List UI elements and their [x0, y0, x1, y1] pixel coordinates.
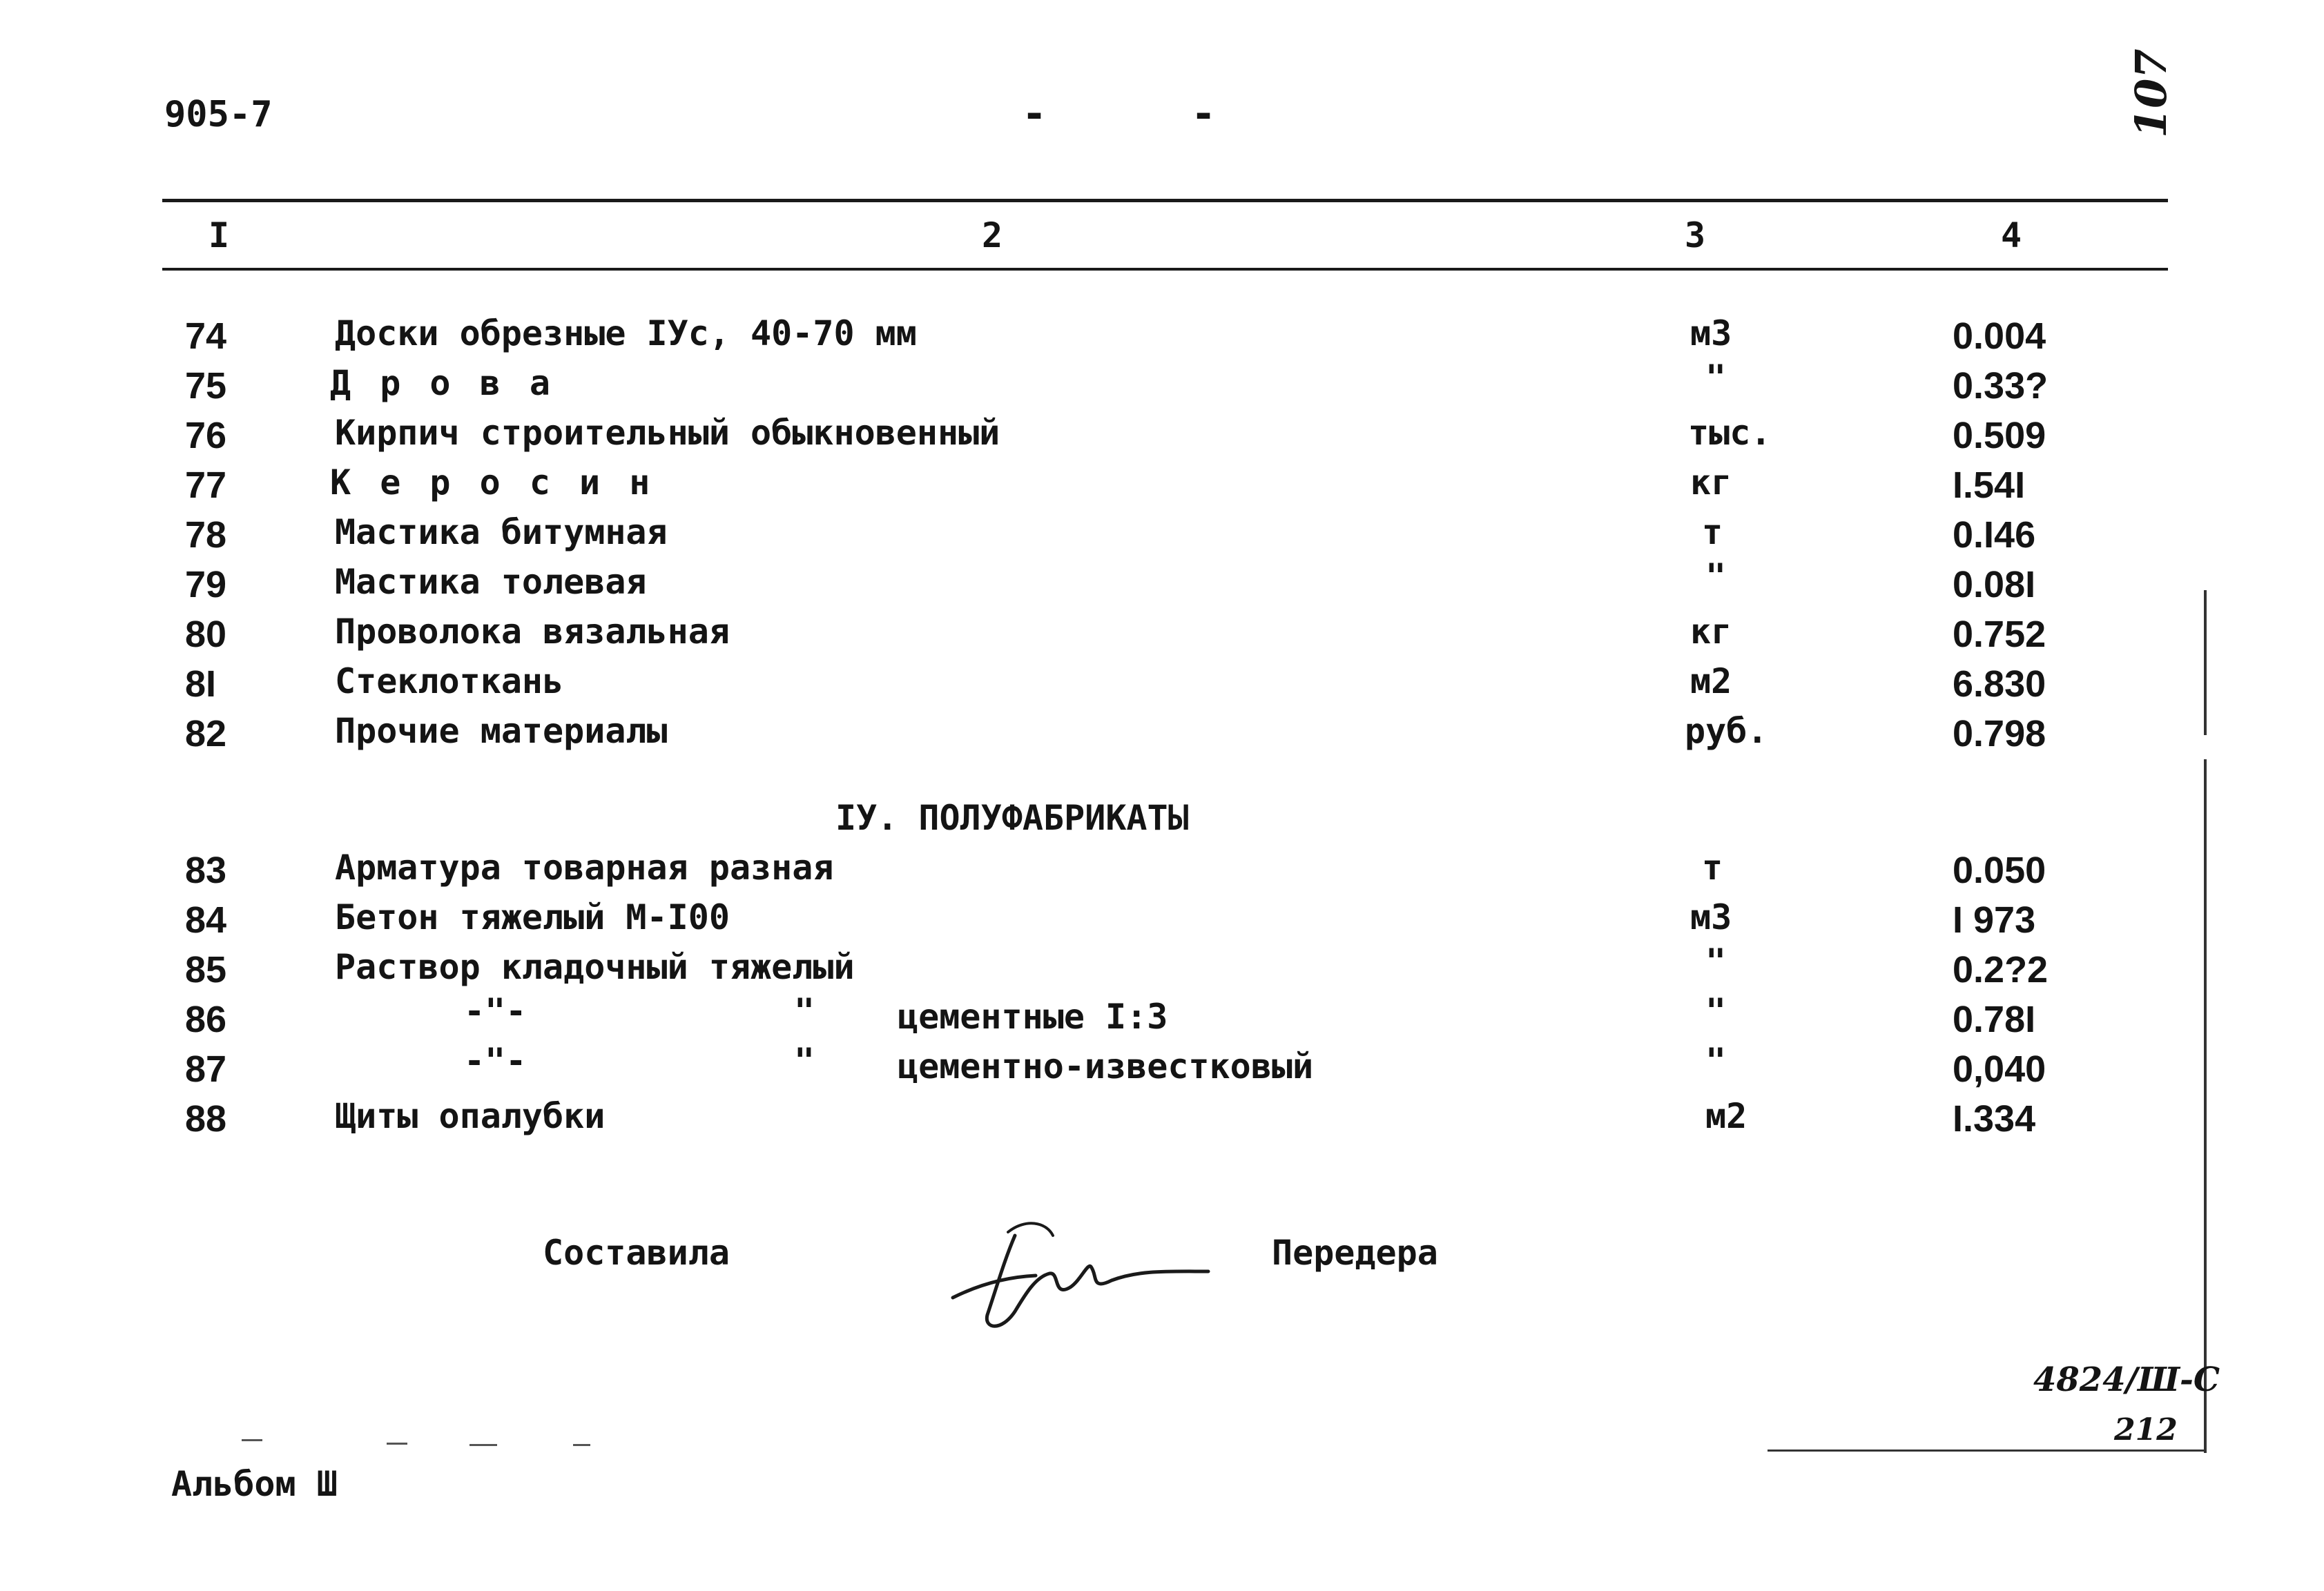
item-unit: " — [1705, 991, 1727, 1031]
item-name: К е р о с и н — [330, 462, 655, 502]
row-number: 86 — [185, 999, 227, 1040]
item-quantity: 0.752 — [1953, 614, 2046, 655]
ditto-mark: -"- — [464, 1041, 527, 1081]
scan-mark — [387, 1443, 407, 1445]
item-quantity: 0.08I — [1953, 564, 2036, 605]
row-number: 8I — [185, 663, 217, 705]
item-unit: т — [1702, 512, 1723, 552]
column-header-4: 4 — [2001, 215, 2022, 255]
column-header-3: 3 — [1685, 215, 1706, 255]
item-name: Раствор кладочный тяжелый — [335, 947, 855, 987]
item-unit: м2 — [1705, 1096, 1747, 1136]
item-unit: т — [1702, 848, 1723, 888]
item-quantity: 0.004 — [1953, 315, 2046, 357]
compiled-by-label: Составила — [543, 1233, 730, 1273]
item-unit: " — [1705, 1041, 1727, 1081]
table-top-rule — [162, 199, 2168, 202]
item-name: Мастика толевая — [335, 562, 647, 602]
item-unit: м3 — [1690, 313, 1732, 353]
ditto-mark: " — [794, 991, 815, 1031]
header-dash-right: - — [1191, 90, 1217, 138]
item-unit: м2 — [1690, 661, 1732, 701]
item-quantity: 0.78I — [1953, 999, 2036, 1040]
item-name: Арматура товарная разная — [335, 848, 834, 888]
ditto-mark: " — [794, 1041, 815, 1081]
row-number: 88 — [185, 1098, 227, 1140]
item-unit: " — [1705, 358, 1727, 398]
row-number: 74 — [185, 315, 227, 357]
ditto-mark: -"- — [464, 991, 527, 1031]
compiler-name: Передера — [1272, 1233, 1438, 1273]
inventory-number: 4824/Ш-С — [2033, 1360, 2220, 1399]
header-dash-left: - — [1022, 90, 1047, 138]
stamp-rule — [1768, 1450, 2207, 1452]
column-header-1: I — [209, 215, 230, 255]
item-quantity: 0.I46 — [1953, 514, 2036, 556]
row-number: 87 — [185, 1048, 227, 1090]
row-number: 75 — [185, 365, 227, 407]
item-quantity: 0,040 — [1953, 1048, 2046, 1090]
item-unit: " — [1705, 556, 1727, 596]
item-name: Доски обрезные IУс, 40-70 мм — [335, 313, 917, 353]
column-header-2: 2 — [982, 215, 1003, 255]
item-subtype: цементно-известковый — [898, 1046, 1314, 1086]
row-number: 78 — [185, 514, 227, 556]
row-number: 83 — [185, 850, 227, 891]
scan-mark — [469, 1444, 497, 1446]
item-unit: кг — [1690, 612, 1732, 652]
item-name: Д р о в а — [330, 363, 554, 403]
item-quantity: 6.830 — [1953, 663, 2046, 705]
item-quantity: I.334 — [1953, 1098, 2036, 1140]
item-name: Бетон тяжелый М-I00 — [335, 897, 730, 937]
document-code: 905-7 — [164, 94, 273, 135]
margin-binding-line — [2204, 590, 2207, 735]
item-unit: руб. — [1685, 711, 1768, 751]
item-unit: м3 — [1690, 897, 1732, 937]
section-heading: IУ. ПОЛУФАБРИКАТЫ — [835, 798, 1189, 838]
item-quantity: 0.33? — [1953, 365, 2049, 407]
item-subtype: цементные I:3 — [898, 997, 1168, 1037]
row-number: 76 — [185, 415, 227, 456]
item-unit: " — [1705, 941, 1727, 982]
row-number: 85 — [185, 949, 227, 990]
row-number: 79 — [185, 564, 227, 605]
album-label: Альбом Ш — [171, 1464, 338, 1504]
item-name: Проволока вязальная — [335, 612, 730, 652]
margin-page-number: 107 — [2126, 48, 2176, 138]
item-name: Стеклоткань — [335, 661, 564, 701]
row-number: 77 — [185, 465, 227, 506]
item-name: Кирпич строительный обыкновенный — [335, 413, 1000, 453]
item-quantity: 0.509 — [1953, 415, 2046, 456]
table-header-rule — [162, 268, 2168, 271]
row-number: 82 — [185, 713, 227, 754]
item-name: Прочие материалы — [335, 711, 668, 751]
row-number: 80 — [185, 614, 227, 655]
scan-mark — [573, 1444, 590, 1446]
item-quantity: I.54I — [1953, 465, 2026, 506]
signature-image — [932, 1194, 1222, 1339]
item-quantity: 0.798 — [1953, 713, 2046, 754]
item-unit: тыс. — [1688, 413, 1772, 453]
margin-binding-line — [2204, 759, 2207, 1453]
item-name: Мастика битумная — [335, 512, 668, 552]
scan-mark — [242, 1439, 262, 1441]
item-quantity: 0.050 — [1953, 850, 2046, 891]
item-unit: кг — [1690, 462, 1732, 502]
row-number: 84 — [185, 899, 227, 941]
item-quantity: I 973 — [1953, 899, 2036, 941]
item-quantity: 0.2?2 — [1953, 949, 2049, 990]
item-name: Щиты опалубки — [335, 1096, 606, 1136]
inventory-page: 212 — [2114, 1412, 2178, 1447]
